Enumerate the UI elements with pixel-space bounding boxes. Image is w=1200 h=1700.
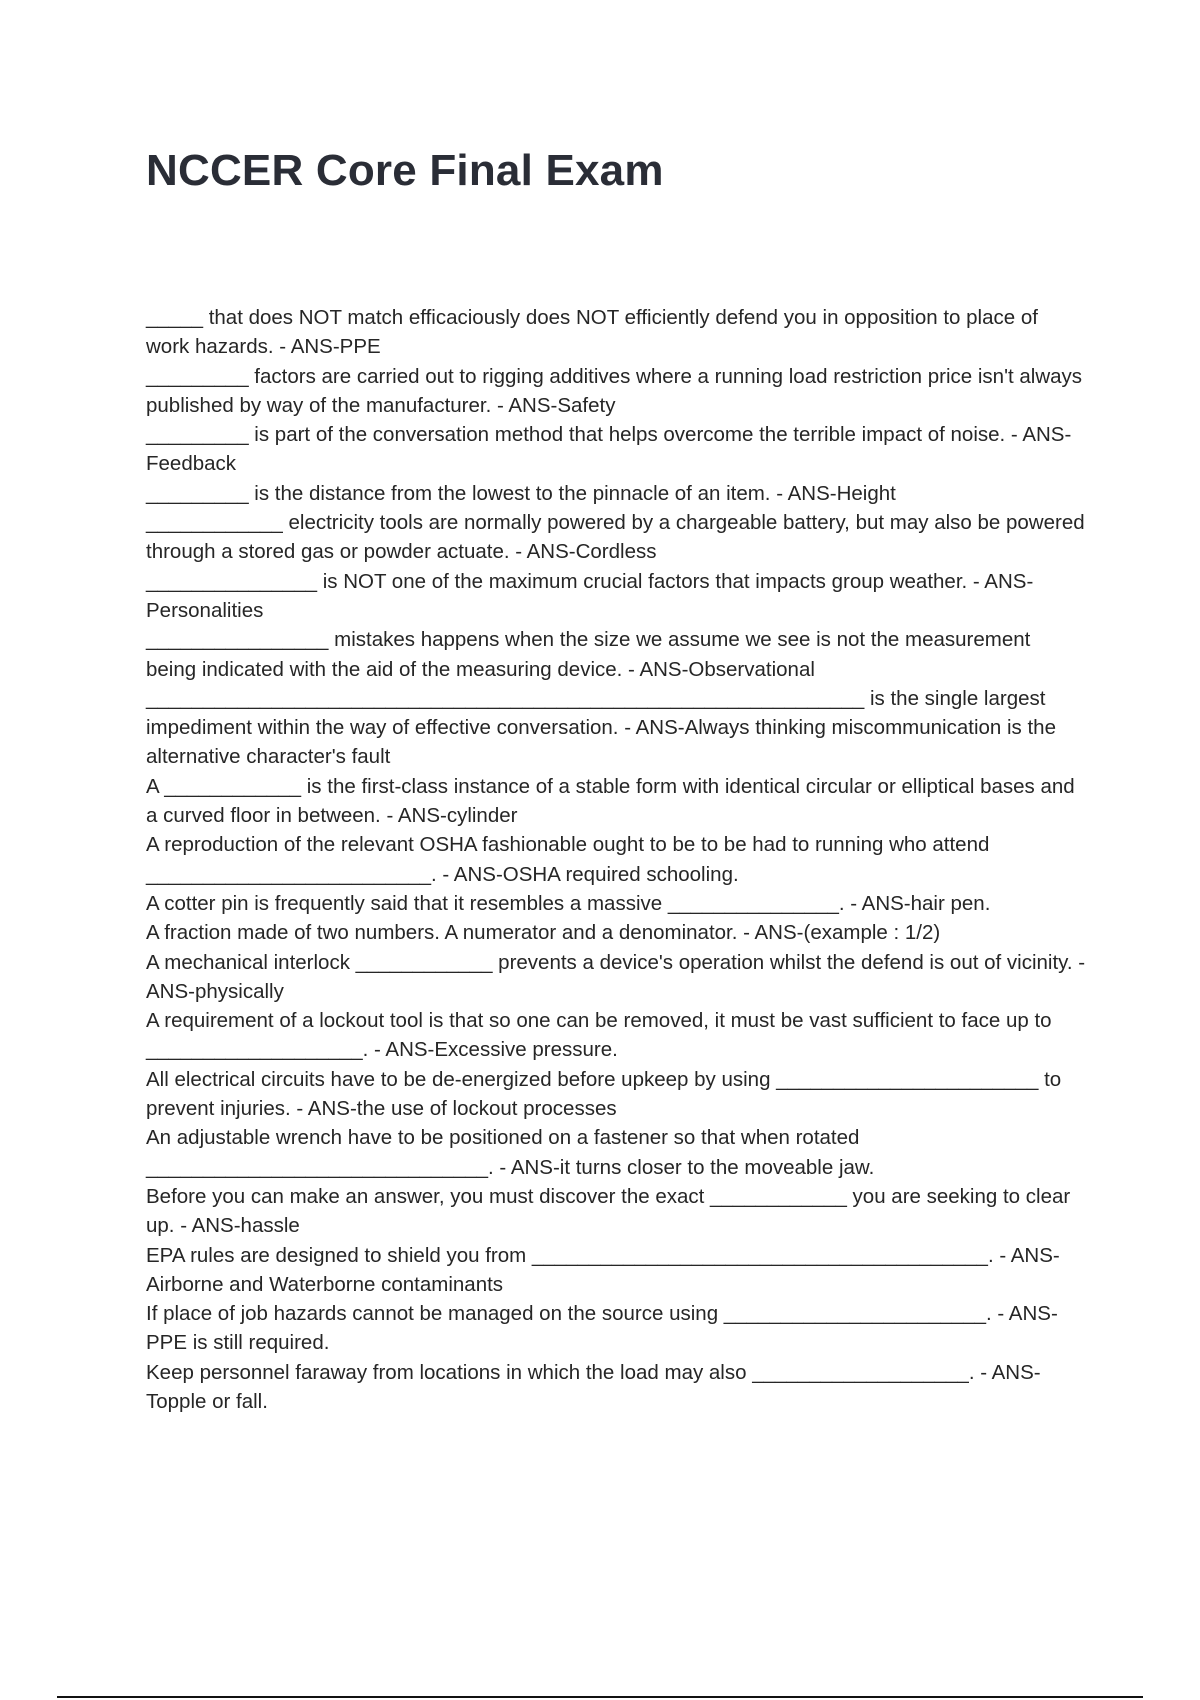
- page-title: NCCER Core Final Exam: [146, 146, 664, 195]
- qa-entry: _________ is the distance from the lowest to the pinnacle of an item. - ANS-Height: [146, 481, 896, 505]
- qa-entry: A ____________ is the first-class instance of a stable form with identical circular or elliptical bases and a curved floor in between. - ANS-cylinder: [146, 774, 1075, 828]
- qa-entry: All electrical circuits have to be de-energized before upkeep by using _______________________ to prevent injuries. - ANS-the use of lockout processes: [146, 1067, 1062, 1121]
- qa-entry: _____ that does NOT match efficaciously does NOT efficiently defend you in opposition to place of work hazards. - ANS-PPE: [146, 306, 1038, 359]
- qa-entry: EPA rules are designed to shield you from ________________________________________. - ANS-Airborne and Waterborne contaminants: [146, 1243, 1060, 1296]
- qa-entry: Before you can make an answer, you must discover the exact ____________ you are seeking to clear up. - ANS-hassle: [146, 1184, 1071, 1238]
- qa-entry: A fraction made of two numbers. A numerator and a denominator. - ANS-(example : 1/2): [146, 921, 941, 945]
- qa-entry: _________ is part of the conversation method that helps overcome the terrible impact of noise. - ANS-Feedback: [146, 423, 1072, 476]
- qa-entry: If place of job hazards cannot be managed on the source using _______________________. - ANS-PPE is still required.: [146, 1302, 1058, 1355]
- qa-entry: A reproduction of the relevant OSHA fashionable ought to be to be had to running who attend _________________________. - ANS-OSHA required schooling.: [146, 833, 990, 886]
- bottom-divider: [57, 1696, 1143, 1698]
- qa-entry: _______________ is NOT one of the maximum crucial factors that impacts group weather. - ANS-Personalities: [146, 569, 1034, 622]
- qa-entry: A requirement of a lockout tool is that so one can be removed, it must be vast sufficient to face up to ___________________. - ANS-Excessive pressure.: [146, 1009, 1052, 1062]
- qa-entry: _________ factors are carried out to rigging additives where a running load restriction price isn't always published by way of the manufacturer. - ANS-Safety: [146, 364, 1083, 417]
- qa-entry: A mechanical interlock ____________ prevents a device's operation whilst the defend is out of vicinity. - ANS-physically: [146, 950, 1086, 1003]
- qa-entry: Keep personnel faraway from locations in which the load may also ___________________. - ANS-Topple or fall.: [146, 1360, 1041, 1413]
- qa-entry: An adjustable wrench have to be positioned on a fastener so that when rotated ______________________________. - ANS-it turns closer to the moveable jaw.: [146, 1126, 875, 1179]
- qa-entry: _______________________________________________________________ is the single largest impediment within the way of effective conversation. - ANS-Always thinking miscommunication is the alternative character's fault: [146, 686, 1056, 769]
- qa-list: [146, 303, 1086, 1416]
- qa-entry: A cotter pin is frequently said that it resembles a massive _______________. - ANS-hair pen.: [146, 891, 991, 915]
- qa-entry: ________________ mistakes happens when the size we assume we see is not the measurement being indicated with the aid of the measuring device. - ANS-Observational: [146, 628, 1031, 681]
- qa-entry: ____________ electricity tools are normally powered by a chargeable battery, but may also be powered through a stored gas or powder actuate. - ANS-Cordless: [146, 511, 1085, 564]
